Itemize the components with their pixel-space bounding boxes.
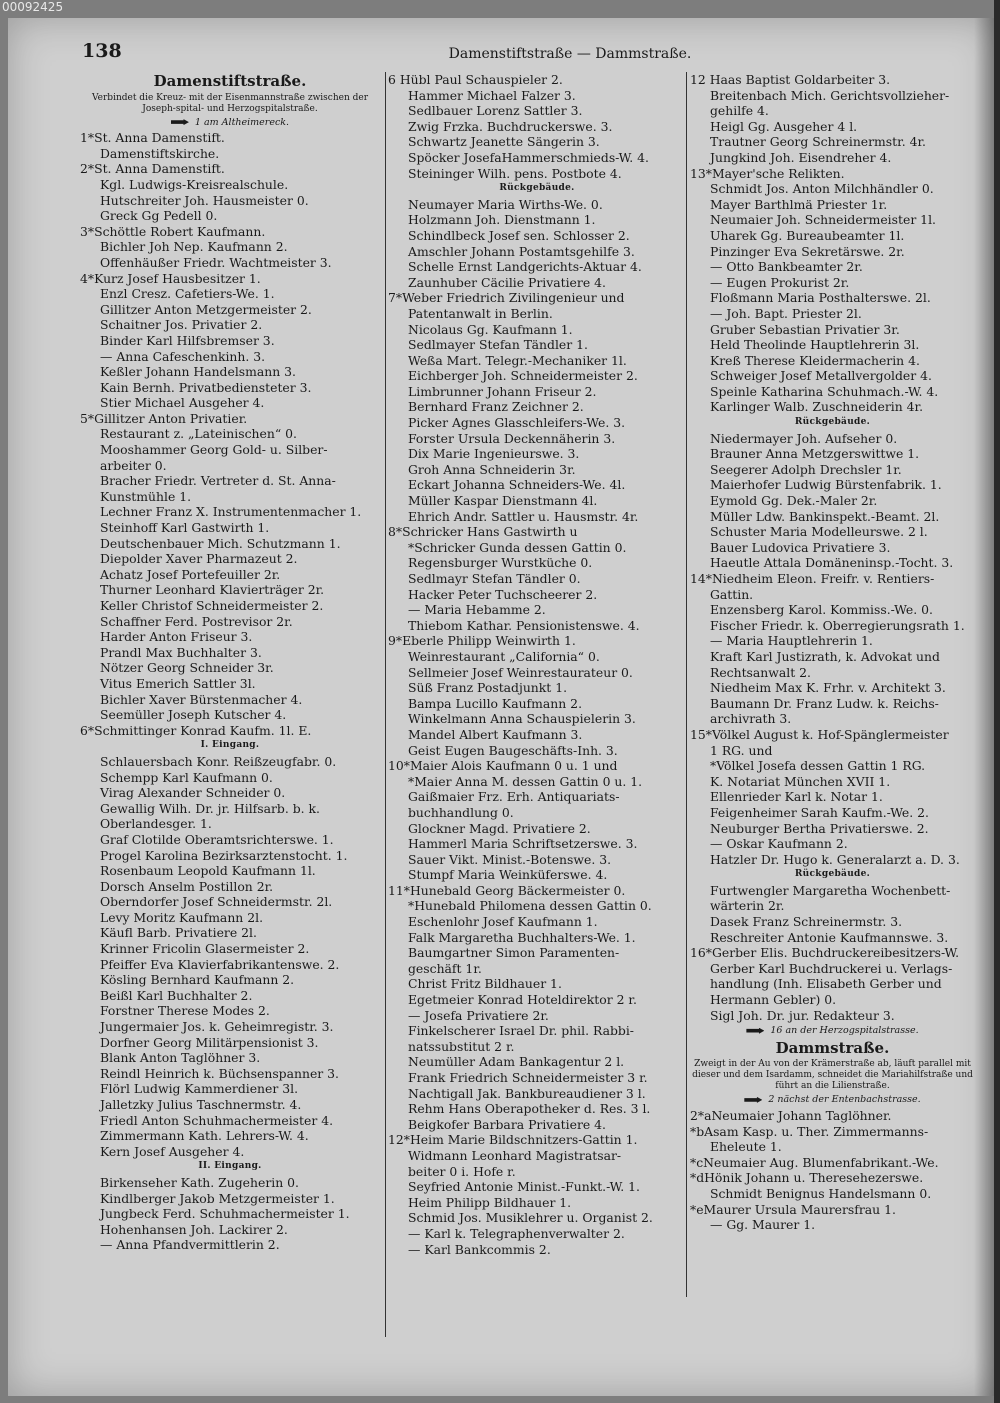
directory-entry: Groh Anna Schneiderin 3r. (408, 461, 576, 477)
directory-entry: Schwartz Jeanette Sängerin 3. (408, 134, 600, 150)
running-head: Damenstiftstraße — Dammstraße. (448, 46, 692, 62)
directory-entry: Weßa Mart. Telegr.-Mechaniker 1l. (408, 352, 627, 368)
directory-entry: Bampa Lucillo Kaufmann 2. (408, 695, 583, 711)
directory-entry: Geist Eugen Baugeschäfts-Inh. 3. (408, 742, 618, 758)
directory-entry: Neuburger Bertha Privatierswe. 2. (710, 820, 929, 836)
directory-entry: Hacker Peter Tuchscheerer 2. (408, 586, 598, 602)
directory-entry: Steinhoff Karl Gastwirth 1. (100, 520, 270, 536)
directory-entry: Hammer Michael Falzer 3. (408, 87, 576, 103)
directory-entry: 1 RG. und (710, 742, 773, 758)
directory-entry: Seemüller Joseph Kutscher 4. (100, 707, 287, 723)
directory-entry: Regensburger Wurstküche 0. (408, 555, 593, 571)
directory-entry: *eMaurer Ursula Maurersfrau 1. (690, 1201, 896, 1217)
directory-entry: Sedlmayr Stefan Tändler 0. (408, 571, 581, 586)
directory-entry: — Anna Pfandvermittlerin 2. (100, 1237, 280, 1253)
directory-entry: Flörl Ludwig Kammerdiener 3l. (100, 1081, 299, 1097)
directory-entry: Progel Karolina Bezirksarztenstocht. 1. (100, 847, 348, 863)
directory-entry: Baumgartner Simon Paramenten- (408, 945, 620, 961)
directory-entry: Gruber Sebastian Privatier 3r. (710, 321, 900, 337)
directory-entry: Vitus Emerich Sattler 3l. (100, 675, 256, 691)
street-heading: Damenstiftstraße. (153, 74, 307, 90)
directory-entry: K. Notariat München XVII 1. (710, 773, 891, 789)
directory-entry: — Eugen Prokurist 2r. (710, 274, 850, 290)
directory-entry: Widmann Leonhard Magistratsar- (408, 1147, 622, 1163)
directory-entry: Stumpf Maria Weinküferswe. 4. (408, 867, 608, 883)
directory-entry: Zaunhuber Cäcilie Privatiere 4. (408, 274, 606, 290)
directory-entry: Seegerer Adolph Drechsler 1r. (710, 461, 902, 477)
directory-entry: Egetmeier Konrad Hoteldirektor 2 r. (408, 992, 637, 1008)
directory-entry: Dasek Franz Schreinermstr. 3. (710, 914, 903, 930)
directory-entry: Kain Bernh. Privatbediensteter 3. (100, 379, 312, 395)
directory-entry: Ellenrieder Karl k. Notar 1. (710, 789, 883, 805)
directory-entry: Thiebom Kathar. Pensionistenswe. 4. (408, 617, 640, 633)
directory-entry: *bAsam Kasp. u. Ther. Zimmermanns- (690, 1123, 929, 1139)
directory-entry: Limbrunner Johann Friseur 2. (408, 383, 597, 399)
section-label: Rückgebäude. (794, 869, 871, 880)
directory-entry: Jalletzky Julius Taschnermstr. 4. (100, 1097, 302, 1112)
scanner-edge (994, 0, 1000, 1403)
directory-entry: Baumann Dr. Franz Ludw. k. Reichs- (710, 695, 939, 711)
directory-entry: Schmidt Jos. Anton Milchhändler 0. (710, 181, 934, 197)
directory-entry: — Otto Bankbeamter 2r. (710, 259, 863, 275)
directory-entry: Amschler Johann Postamtsgehilfe 3. (408, 243, 635, 259)
directory-entry: Greck Gg Pedell 0. (100, 208, 218, 224)
section-label: Rückgebäude. (794, 417, 871, 428)
page-number: 138 (82, 40, 122, 62)
directory-entry: 5*Gillitzer Anton Privatier. (80, 410, 248, 426)
directory-entry: Nachtigall Jak. Bankbureaudiener 3 l. (408, 1085, 646, 1101)
directory-entry: Stier Michael Ausgeher 4. (100, 395, 265, 411)
directory-entry: Offenhäußer Friedr. Wachtmeister 3. (100, 254, 332, 270)
directory-entry: 4*Kurz Josef Hausbesitzer 1. (80, 270, 261, 286)
column-rule (686, 72, 687, 1297)
directory-entry: Hammerl Maria Schriftsetzerswe. 3. (408, 836, 638, 852)
directory-entry: 15*Völkel August k. Hof-Spänglermeister (690, 726, 949, 742)
directory-entry: Mooshammer Georg Gold- u. Silber- (100, 442, 328, 458)
directory-entry: Weinrestaurant „California“ 0. (408, 648, 600, 664)
directory-entry: Bauer Ludovica Privatiere 3. (710, 539, 891, 555)
directory-entry: Käufl Barb. Privatiere 2l. (100, 925, 257, 941)
directory-entry: Schmid Jos. Musiklehrer u. Organist 2. (408, 1210, 653, 1226)
directory-entry: Kunstmühle 1. (100, 488, 192, 504)
directory-entry: archivrath 3. (710, 711, 792, 727)
directory-entry: *Hunebald Philomena dessen Gattin 0. (408, 898, 652, 914)
directory-entry: Hutschreiter Joh. Hausmeister 0. (100, 192, 309, 208)
directory-entry: Feigenheimer Sarah Kaufm.-We. 2. (710, 804, 929, 820)
directory-entry: Lechner Franz X. Instrumentenmacher 1. (100, 504, 362, 520)
directory-entry: Prandl Max Buchhalter 3. (100, 644, 262, 660)
directory-entry: Restaurant z. „Lateinischen“ 0. (100, 426, 297, 442)
directory-entry: Krinner Fricolin Glasermeister 2. (100, 941, 310, 957)
directory-entry: Rosenbaum Leopold Kaufmann 1l. (100, 863, 316, 879)
directory-entry: Schaitner Jos. Privatier 2. (100, 317, 263, 333)
directory-entry: Pinzinger Eva Sekretärswe. 2r. (710, 243, 905, 259)
directory-entry: 6 Hübl Paul Schauspieler 2. (388, 72, 563, 87)
directory-entry: Steininger Wilh. pens. Postbote 4. (408, 165, 622, 181)
directory-entry: Kreß Therese Kleidermacherin 4. (710, 352, 920, 368)
directory-entry: Kern Josef Ausgeher 4. (100, 1143, 245, 1159)
directory-entry: Kösling Bernhard Kaufmann 2. (100, 972, 295, 988)
directory-entry: — Karl Bankcommis 2. (408, 1241, 551, 1257)
directory-entry: Achatz Josef Portefeuiller 2r. (100, 566, 281, 582)
directory-entry: Forster Ursula Deckennäherin 3. (408, 430, 616, 446)
directory-entry: — Maria Hebamme 2. (408, 602, 546, 618)
directory-entry: Eheleute 1. (710, 1139, 782, 1155)
directory-entry: Neumüller Adam Bankagentur 2 l. (408, 1054, 625, 1070)
directory-entry: Müller Ldw. Bankinspekt.-Beamt. 2l. (710, 508, 940, 524)
directory-entry: 9*Eberle Philipp Weinwirth 1. (388, 633, 576, 649)
directory-entry: Keßler Johann Handelsmann 3. (100, 364, 296, 380)
directory-entry: Holzmann Joh. Dienstmann 1. (408, 212, 596, 228)
directory-entry: Hohenhansen Joh. Lackirer 2. (100, 1221, 288, 1237)
directory-entry: Sedlbauer Lorenz Sattler 3. (408, 103, 583, 119)
directory-entry: Mandel Albert Kaufmann 3. (408, 726, 583, 742)
directory-entry: Kgl. Ludwigs-Kreisrealschule. (100, 176, 289, 192)
street-heading: Dammstraße. (775, 1040, 890, 1057)
directory-entry: Karlinger Walb. Zuschneiderin 4r. (710, 399, 924, 415)
pointing-hand-icon (746, 1028, 764, 1034)
directory-entry: Beißl Karl Buchhalter 2. (100, 987, 253, 1003)
directory-entry: 12 Haas Baptist Goldarbeiter 3. (690, 72, 891, 87)
directory-entry: Fischer Friedr. k. Oberregierungsrath 1. (710, 617, 965, 633)
directory-entry: Furtwengler Margaretha Wochenbett- (710, 882, 951, 898)
directory-entry: Nicolaus Gg. Kaufmann 1. (408, 321, 573, 337)
directory-entry: — Gg. Maurer 1. (710, 1217, 816, 1233)
directory-entry: Sellmeier Josef Weinrestaurateur 0. (408, 664, 633, 680)
directory-entry: 1*St. Anna Damenstift. (80, 130, 225, 146)
directory-entry: Bernhard Franz Zeichner 2. (408, 399, 584, 415)
location-marker: 1 am Altheimereck. (80, 115, 380, 131)
directory-entry: Pfeiffer Eva Klavierfabrikantenswe. 2. (100, 956, 340, 972)
directory-entry: Gerber Karl Buchdruckerei u. Verlags- (710, 960, 953, 976)
directory-entry: Jungermaier Jos. k. Geheimregistr. 3. (100, 1019, 334, 1035)
directory-entry: Nötzer Georg Schneider 3r. (100, 660, 274, 676)
street-description: Verbindet die Kreuz- mit der Eisenmannstraße zwischen der Joseph-spital- und Herzogspitalstraße. (92, 92, 368, 114)
directory-entry: Christ Fritz Bildhauer 1. (408, 976, 562, 992)
directory-entry: Beigkofer Barbara Privatiere 4. (408, 1116, 606, 1132)
pointing-hand-icon (171, 119, 189, 125)
directory-entry: 10*Maier Alois Kaufmann 0 u. 1 und (388, 758, 618, 774)
directory-entry: Heim Philipp Bildhauer 1. (408, 1194, 572, 1210)
directory-entry: Bichler Xaver Bürstenmacher 4. (100, 691, 303, 707)
directory-entry: — Karl k. Telegraphenverwalter 2. (408, 1225, 625, 1241)
directory-entry: Bracher Friedr. Vertreter d. St. Anna- (100, 473, 336, 489)
directory-entry: Patentanwalt in Berlin. (408, 305, 553, 321)
directory-entry: buchhandlung 0. (408, 804, 514, 820)
directory-entry: — Josefa Privatiere 2r. (408, 1007, 549, 1023)
directory-entry: Heigl Gg. Ausgeher 4 l. (710, 118, 858, 134)
directory-entry: Spöcker JosefaHammerschmieds-W. 4. (408, 149, 649, 165)
directory-entry: Eichberger Joh. Schneidermeister 2. (408, 368, 638, 384)
directory-entry: Dix Marie Ingenieurswe. 3. (408, 446, 580, 462)
directory-entry: Jungkind Joh. Eisendreher 4. (710, 149, 892, 165)
column-3 (690, 72, 975, 1233)
directory-entry: Speinle Katharina Schuhmach.-W. 4. (710, 383, 939, 399)
directory-entry: — Joh. Bapt. Priester 2l. (710, 305, 862, 321)
directory-entry: Schmidt Benignus Handelsmann 0. (710, 1185, 932, 1201)
directory-entry: Hermann Gebler) 0. (710, 992, 837, 1008)
directory-entry: 2*St. Anna Damenstift. (80, 161, 225, 177)
directory-entry: Reschreiter Antonie Kaufmannswe. 3. (710, 929, 949, 945)
directory-entry: Uharek Gg. Bureaubeamter 1l. (710, 227, 905, 243)
directory-entry: Picker Agnes Glasschleifers-We. 3. (408, 415, 626, 431)
directory-entry: *dHönik Johann u. Theresehezerswe. (690, 1170, 924, 1186)
directory-entry: Gaißmaier Frz. Erh. Antiquariats- (408, 789, 620, 805)
directory-entry: Deutschenbauer Mich. Schutzmann 1. (100, 535, 341, 551)
directory-entry: — Maria Hauptlehrerin 1. (710, 633, 873, 649)
directory-entry: Schindlbeck Josef sen. Schlosser 2. (408, 227, 630, 243)
directory-entry: Dorsch Anselm Postillon 2r. (100, 878, 274, 894)
directory-entry: Dorfner Georg Militärpensionist 3. (100, 1034, 319, 1050)
directory-entry: *Schricker Gunda dessen Gattin 0. (408, 539, 627, 555)
directory-entry: Maierhofer Ludwig Bürstenfabrik. 1. (710, 477, 942, 493)
directory-entry: 16*Gerber Elis. Buchdruckereibesitzers-W. (690, 945, 960, 961)
directory-entry: Schlauersbach Konr. Reißzeugfabr. 0. (100, 753, 337, 769)
location-marker: 16 an der Herzogspitalstrasse. (690, 1023, 975, 1039)
directory-entry: Eckart Johanna Schneiders-We. 4l. (408, 477, 626, 493)
directory-entry: Levy Moritz Kaufmann 2l. (100, 909, 264, 925)
directory-entry: Süß Franz Postadjunkt 1. (408, 680, 568, 696)
directory-entry: Rehm Hans Oberapotheker d. Res. 3 l. (408, 1101, 651, 1117)
directory-entry: Breitenbach Mich. Gerichtsvollzieher- (710, 87, 950, 103)
page-edge-shadow (974, 18, 996, 1396)
directory-entry: Neumayer Maria Wirths-We. 0. (408, 196, 603, 212)
directory-entry: Winkelmann Anna Schauspielerin 3. (408, 711, 636, 727)
directory-entry: Friedl Anton Schuhmachermeister 4. (100, 1112, 334, 1128)
directory-entry: Haeutle Attala Domäneninsp.-Tocht. 3. (710, 555, 954, 571)
directory-entry: Keller Christof Schneidermeister 2. (100, 598, 324, 613)
directory-entry: Diepolder Xaver Pharmazeut 2. (100, 551, 298, 567)
directory-entry: Kindlberger Jakob Metzgermeister 1. (100, 1190, 335, 1206)
directory-entry: wärterin 2r. (710, 898, 785, 914)
directory-entry: Neumaier Joh. Schneidermeister 1l. (710, 212, 936, 228)
directory-entry: Falk Margaretha Buchhalters-We. 1. (408, 929, 636, 945)
directory-entry: Brauner Anna Metzgerswittwe 1. (710, 446, 920, 462)
directory-entry: Harder Anton Friseur 3. (100, 629, 253, 645)
section-label: I. Eingang. (200, 740, 260, 751)
directory-entry: Schaffner Ferd. Postrevisor 2r. (100, 613, 293, 629)
directory-entry: Gewallig Wilh. Dr. jr. Hilfsarb. b. k. (100, 800, 320, 816)
directory-entry: beiter 0 i. Hofe r. (408, 1163, 516, 1179)
directory-entry: Sigl Joh. Dr. jur. Redakteur 3. (710, 1007, 895, 1023)
directory-entry: Trautner Georg Schreinermstr. 4r. (710, 134, 926, 150)
directory-entry: *Maier Anna M. dessen Gattin 0 u. 1. (408, 773, 643, 789)
scan-id: 00092425 (2, 0, 64, 14)
location-marker: 2 nächst der Entenbachstrasse. (690, 1092, 975, 1108)
directory-entry: 14*Niedheim Eleon. Freifr. v. Rentiers- (690, 571, 935, 586)
pointing-hand-icon (744, 1097, 762, 1103)
directory-entry: Müller Kaspar Dienstmann 4l. (408, 493, 598, 509)
directory-entry: 3*Schöttle Robert Kaufmann. (80, 223, 266, 239)
column-2 (388, 72, 686, 1257)
directory-entry: — Anna Cafeschenkinh. 3. (100, 348, 266, 364)
directory-entry: Schempp Karl Kaufmann 0. (100, 769, 273, 785)
directory-entry: Bichler Joh Nep. Kaufmann 2. (100, 239, 288, 255)
directory-entry: Graf Clotilde Oberamtsrichterswe. 1. (100, 831, 334, 847)
directory-entry: 8*Schricker Hans Gastwirth u (388, 524, 578, 540)
directory-entry: Ehrich Andr. Sattler u. Hausmstr. 4r. (408, 508, 639, 524)
directory-entry: Finkelscherer Israel Dr. phil. Rabbi- (408, 1023, 634, 1039)
directory-entry: Glockner Magd. Privatiere 2. (408, 820, 591, 836)
directory-entry: 12*Heim Marie Bildschnitzers-Gattin 1. (388, 1132, 638, 1148)
directory-entry: Birkenseher Kath. Zugeherin 0. (100, 1174, 299, 1190)
directory-entry: Virag Alexander Schneider 0. (100, 785, 286, 801)
directory-entry: Rechtsanwalt 2. (710, 664, 811, 680)
directory-entry: Forstner Therese Modes 2. (100, 1003, 270, 1019)
directory-entry: — Oskar Kaufmann 2. (710, 836, 848, 852)
directory-entry: Enzensberg Karol. Kommiss.-We. 0. (710, 602, 933, 618)
directory-entry: Sauer Vikt. Minist.-Botenswe. 3. (408, 851, 612, 867)
directory-entry: Sedlmayer Stefan Tändler 1. (408, 337, 588, 353)
directory-entry: Oberlandesger. 1. (100, 816, 212, 832)
directory-entry: Gattin. (710, 586, 754, 602)
directory-entry: Zimmermann Kath. Lehrers-W. 4. (100, 1128, 309, 1144)
directory-entry: Oberndorfer Josef Schneidermstr. 2l. (100, 894, 333, 910)
directory-entry: Seyfried Antonie Minist.-Funkt.-W. 1. (408, 1179, 640, 1195)
directory-entry: handlung (Inh. Elisabeth Gerber und (710, 976, 942, 992)
directory-entry: Jungbeck Ferd. Schuhmachermeister 1. (100, 1206, 350, 1222)
directory-entry: Niedheim Max K. Frhr. v. Architekt 3. (710, 680, 946, 696)
directory-entry: Damenstiftskirche. (100, 145, 220, 161)
column-1 (80, 72, 380, 1253)
directory-entry: Binder Karl Hilfsbremser 3. (100, 332, 275, 348)
directory-entry: 11*Hunebald Georg Bäckermeister 0. (388, 882, 626, 898)
directory-entry: Floßmann Maria Posthalterswe. 2l. (710, 290, 931, 306)
directory-entry: Eymold Gg. Dek.-Maler 2r. (710, 493, 878, 509)
directory-entry: 2*aNeumaier Johann Taglöhner. (690, 1108, 892, 1123)
directory-entry: Zwig Frzka. Buchdruckerswe. 3. (408, 118, 613, 134)
directory-entry: Eschenlohr Josef Kaufmann 1. (408, 914, 598, 930)
directory-entry: Reindl Heinrich k. Büchsenspanner 3. (100, 1065, 339, 1081)
directory-entry: 7*Weber Friedrich Zivilingenieur und (388, 290, 625, 306)
directory-entry: Thurner Leonhard Klavierträger 2r. (100, 582, 325, 598)
directory-entry: geschäft 1r. (408, 960, 482, 976)
column-rule (385, 72, 386, 1337)
directory-entry: natssubstitut 2 r. (408, 1038, 515, 1054)
directory-entry: Schuster Maria Modelleurswe. 2 l. (710, 524, 928, 540)
directory-entry: arbeiter 0. (100, 457, 167, 473)
section-label: II. Eingang. (198, 1161, 262, 1172)
directory-entry: Schweiger Josef Metallvergolder 4. (710, 368, 932, 384)
directory-entry: Schelle Ernst Landgerichts-Aktuar 4. (408, 259, 642, 275)
directory-entry: Mayer Barthlmä Priester 1r. (710, 196, 888, 212)
section-label: Rückgebäude. (499, 183, 575, 194)
directory-entry: 6*Schmittinger Konrad Kaufm. 1l. E. (80, 722, 312, 738)
directory-entry: 13*Mayer'sche Relikten. (690, 165, 845, 181)
directory-entry: Gillitzer Anton Metzgermeister 2. (100, 301, 312, 317)
directory-entry: Kraft Karl Justizrath, k. Advokat und (710, 648, 940, 664)
directory-entry: Enzl Cresz. Cafetiers-We. 1. (100, 286, 275, 302)
directory-entry: *Völkel Josefa dessen Gattin 1 RG. (710, 758, 926, 774)
directory-entry: Niedermayer Joh. Aufseher 0. (710, 430, 898, 446)
directory-entry: Blank Anton Taglöhner 3. (100, 1050, 261, 1066)
directory-entry: gehilfe 4. (710, 103, 769, 119)
street-description: Zweigt in der Au von der Krämerstraße ab, läuft parallel mit dieser und dem Isardamm, schneidet die Mariahilfstraße und führt an die Lilienstraße. (692, 1059, 973, 1092)
directory-entry: Hatzler Dr. Hugo k. Generalarzt a. D. 3. (710, 851, 960, 867)
directory-entry: *cNeumaier Aug. Blumenfabrikant.-We. (690, 1154, 939, 1170)
directory-entry: Frank Friedrich Schneidermeister 3 r. (408, 1070, 648, 1085)
directory-entry: Held Theolinde Hauptlehrerin 3l. (710, 337, 920, 353)
